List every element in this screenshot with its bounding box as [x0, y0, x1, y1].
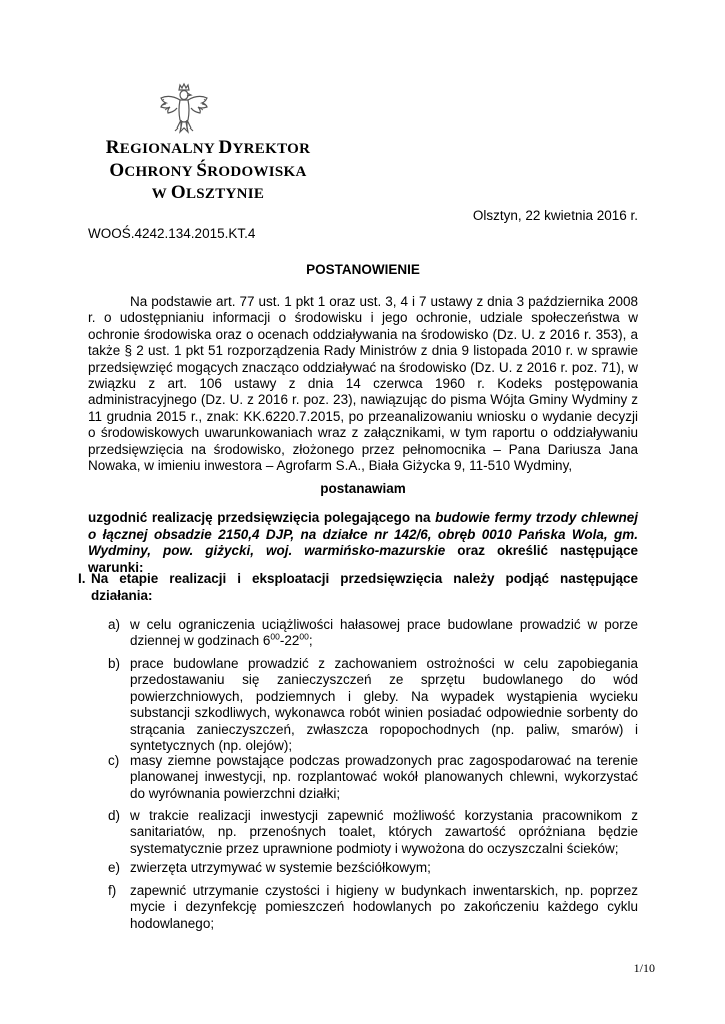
decision-text-part-2: oraz określić następujące warunki: [88, 543, 639, 575]
list-item [108, 883, 638, 932]
office-name-line-3: W OLSZTYNIE [151, 182, 265, 203]
legal-basis-paragraph: Na podstawie art. 77 ust. 1 pkt 1 oraz ust. 3, 4 i 7 ustawy z dnia 3 października 2008 r. o udostępnianiu informacji o środowisku i jego ochronie, udziale społeczeństwa w ochronie środowiska oraz o ocenach oddziaływania na środowisko (Dz. U. z 2016 r. 353), a także § 2 ust. 1 pkt 51 rozporządzenia Rady Ministrów z dnia 9 listopada 2010 r. w sprawie przedsięwzięć mogących znacząco oddziaływać na środowisko (Dz. U. z 2016 r. poz. 71), w związku z art. 106 ustawy z dnia 14 czerwca 1960 r. Kodeks postępowania administracyjnego (Dz. U. z 2016 r. poz. 23), nawiązując do pisma Wójta Gminy Wydminy z 11 grudnia 2015 r., znak: KK.6220.7.2015, po przeanalizowaniu wniosku o wydanie decyzji o środowiskowych uwarunkowaniach wraz z załącznikami, w tym raportu o oddziaływaniu przedsięwzięcia na środowisko, złożonego przez pełnomocnika – Pana Dariusza Jana Nowaka, w imieniu inwestora – Agrofarm S.A., Biała Giżycka 9, 11-510 Wydminy, [88, 294, 638, 474]
document-date: Olsztyn, 22 kwietnia 2016 r. [472, 208, 638, 223]
list-item [108, 617, 638, 650]
list-item [108, 808, 638, 857]
section-number: I. [78, 571, 86, 586]
list-item-text: w celu ograniczenia uciążliwości hałasowej prace budowlane prowadzić w porze dziennej w godzinach $6^{00}-22^{00}$; [130, 617, 638, 649]
case-reference-number: WOOŚ.4242.134.2015.KT.4 [88, 226, 256, 241]
document-title: POSTANOWIENIE [306, 262, 420, 277]
list-item-label: e) [108, 860, 121, 875]
list-item-text: zwierzęta utrzymywać w systemie bezściółkowym; [130, 860, 431, 875]
office-name-line-2: OCHRONY ŚRODOWISKA [109, 160, 307, 181]
office-name-line-1: REGIONALNY DYREKTOR [105, 137, 311, 158]
list-item-label: a) [108, 617, 121, 632]
list-item-label: d) [108, 808, 121, 823]
list-item [108, 860, 638, 876]
project-description: budowie fermy trzody chlewnej o łącznej obsadzie 2150,4 DJP, na działce nr 142/6, obręb 0010 Pańska Wola, gm. Wydminy, pow. giżycki, woj. warmińsko-mazurskie [88, 510, 638, 559]
list-item-text: w trakcie realizacji inwestycji zapewnić możliwość korzystania pracownikom z sanitariatów, np. przenośnych toalet, których zawartość opróżniana będzie systematycznie przez uprawnione podmioty i wywożona do oczyszczalni ścieków; [130, 808, 638, 856]
list-item-text: prace budowlane prowadzić z zachowaniem ostrożności w celu zapobiegania przedostawaniu się zanieczyszczeń ze sprzętu budowlanego do wód powierzchniowych, podziemnych i gleby. Na wypadek wystąpienia wycieku substancji szkodliwych, wykonawca robót winien posiadać odpowiednie sorbenty do strącania zanieczyszczeń, zwłaszcza ropopochodnych (np. paliw, smarów) i syntetycznych (np. olejów); [130, 656, 638, 754]
list-item [108, 656, 638, 754]
decision-paragraph [88, 510, 638, 576]
list-item-text: masy ziemne powstające podczas prowadzonych prac zagospodarować na terenie planowanej inwestycji, np. rozplantować wokół planowanych chlewni, wykorzystać do wyrównania powierzchni działki; [130, 753, 638, 801]
list-item-label: c) [108, 753, 120, 768]
polish-eagle-emblem-icon [158, 82, 210, 142]
list-item [108, 753, 638, 802]
section-heading [78, 571, 638, 604]
section-text: Na etapie realizacji i eksploatacji przedsięwzięcia należy podjąć następujące działania: [91, 571, 638, 603]
list-item-label: b) [108, 656, 121, 671]
decision-text-part-1: uzgodnić realizację przedsięwzięcia polegającego na [88, 510, 436, 525]
list-item-label: f) [108, 883, 117, 898]
page-number: 1/10 [633, 961, 655, 975]
decision-heading: postanawiam [320, 481, 406, 496]
list-item-text: zapewnić utrzymanie czystości i higieny w budynkach inwentarskich, np. poprzez mycie i dezynfekcję pomieszczeń hodowlanych po zakończeniu każdego cyklu hodowlanego; [130, 883, 638, 931]
